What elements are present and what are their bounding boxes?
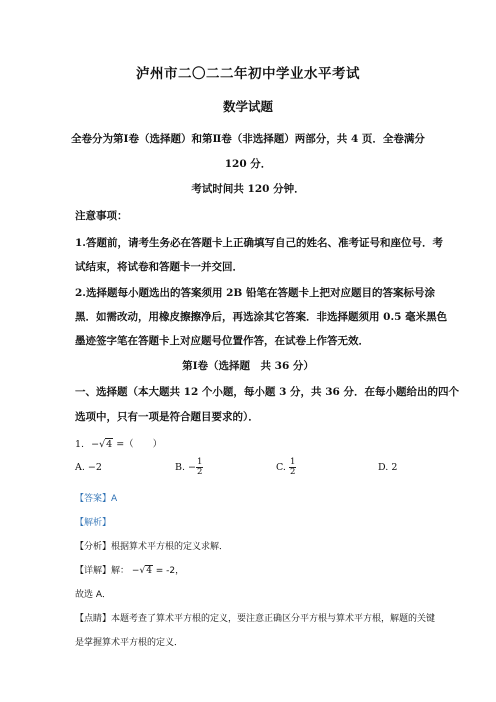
notes-item1-line1: 1.答题前，请考生务必在答题卡上正确填写自己的姓名、准考证号和座位号．考 — [75, 237, 443, 249]
solution-prefix: 【详解】解： — [75, 566, 130, 576]
fraction-denominator: 2 — [289, 467, 296, 477]
fraction-numerator: 1 — [196, 457, 203, 467]
solution-radicand: 4 — [146, 566, 152, 576]
option-b-fraction — [196, 458, 203, 477]
analysis-label: 【解析】 — [75, 518, 112, 528]
section-line-2: 选项中，只有一项是符合题目要求的）． — [75, 411, 259, 423]
intro-line-3: 考试时间共 120 分钟． — [191, 183, 305, 195]
question-1-stem — [75, 436, 162, 450]
section-line-1: 一、选择题（本大题共 12 个小题，每小题 3 分，共 36 分．在每小题给出的四个 — [75, 386, 459, 398]
fraction-numerator: 1 — [289, 457, 296, 467]
fraction-denominator: 2 — [196, 467, 203, 477]
solution-result: = -2， — [152, 566, 185, 576]
intro-line-1: 全卷分为第Ⅰ卷（选择题）和第Ⅱ卷（非选择题）两部分，共 4 页．全卷满分 — [71, 133, 425, 145]
exam-title: 泸州市二〇二二年初中学业水平考试 — [136, 66, 360, 82]
notes-heading: 注意事项： — [75, 210, 128, 222]
question-number: 1. — [75, 439, 85, 450]
sqrt-expression: √4 — [99, 439, 113, 450]
solution-sqrt: √4 — [139, 566, 152, 576]
option-c — [276, 458, 296, 477]
option-c-prefix: C. — [276, 462, 286, 473]
solution-minus: − — [131, 566, 140, 576]
exam-subtitle: 数学试题 — [222, 99, 273, 114]
equals-blank: =（ ） — [116, 439, 163, 450]
analysis-text: 【分析】根据算术平方根的定义求解． — [75, 542, 229, 552]
option-c-fraction — [289, 458, 296, 477]
notes-item2-line2: 黑．如需改动，用橡皮擦擦净后，再选涂其它答案．非选择题须用 0.5 毫米黑色 — [75, 311, 448, 323]
option-d: D. 2 — [378, 462, 398, 473]
intro-line-2: 120 分． — [224, 158, 272, 170]
detailed-solution — [75, 563, 184, 576]
comment-line-1: 【点睛】本题考查了算术平方根的定义，要注意正确区分平方根与算术平方根，解题的关键 — [75, 614, 436, 624]
notes-item1-line2: 试结束，将试卷和答题卡一并交回． — [75, 261, 243, 273]
comment-line-2: 是掌握算术平方根的定义． — [75, 638, 184, 648]
minus-sign: − — [91, 439, 100, 450]
option-b — [175, 458, 203, 477]
option-a: A. −2 — [75, 462, 102, 473]
option-b-prefix: B. − — [175, 462, 196, 473]
answer-label: 【答案】A — [75, 494, 118, 504]
notes-item2-line1: 2.选择题每小题选出的答案须用 2B 铅笔在答题卡上把对应题目的答案标号涂 — [75, 287, 435, 299]
conclusion: 故选 A． — [75, 590, 112, 600]
radicand: 4 — [106, 439, 113, 450]
notes-item2-line3: 墨迹签字笔在答题卡上对应题号位置作答，在试卷上作答无效． — [75, 335, 369, 347]
part1-heading: 第Ⅰ卷（选择题 共 36 分） — [182, 360, 314, 372]
